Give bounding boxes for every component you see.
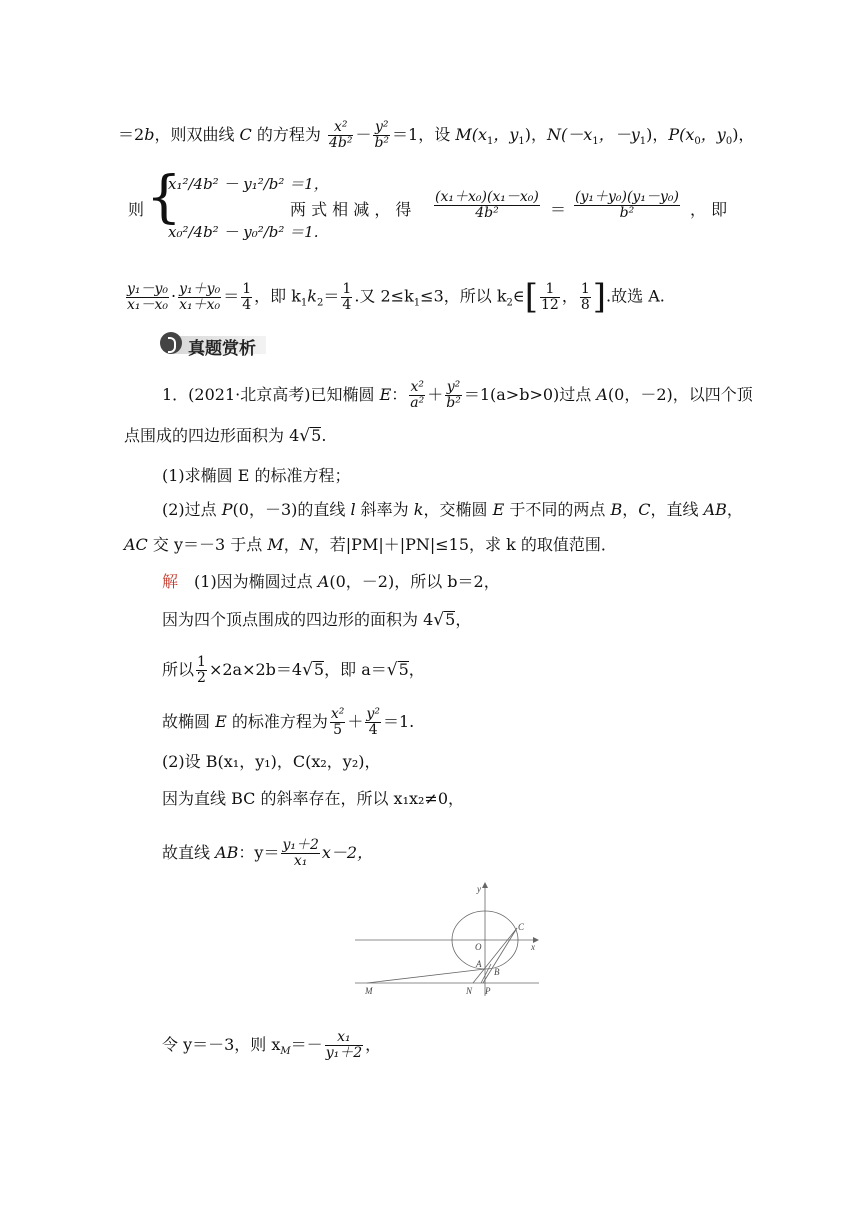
numerator: (y₁＋y₀)(y₁－y₀) bbox=[575, 189, 679, 205]
text: 所以 bbox=[162, 660, 195, 679]
text: AB bbox=[215, 843, 239, 862]
text: 的方程为 bbox=[251, 125, 321, 144]
text: ：y＝ bbox=[238, 843, 280, 862]
fraction bbox=[341, 282, 352, 313]
label-b: B bbox=[494, 967, 500, 977]
text: ，－y bbox=[598, 125, 640, 144]
text: M bbox=[455, 125, 472, 144]
solution-line-2: 因为四个顶点围成的四边形的面积为 4√5， bbox=[162, 610, 472, 630]
denominator: 4 bbox=[368, 722, 378, 738]
denominator: 4b² bbox=[475, 205, 499, 221]
text: ： bbox=[391, 385, 408, 404]
text: l bbox=[350, 500, 356, 519]
line-am bbox=[367, 969, 485, 983]
line-pc bbox=[483, 928, 517, 983]
numerator: y² bbox=[366, 706, 380, 722]
text: (1)求椭圆 E 的标准方程； bbox=[162, 466, 351, 485]
brace: { bbox=[146, 165, 182, 230]
numerator: 1 bbox=[580, 280, 590, 297]
text: ＝ bbox=[223, 286, 240, 306]
denominator: 4 bbox=[242, 296, 252, 313]
fraction bbox=[580, 282, 591, 313]
numerator: 1 bbox=[242, 280, 252, 297]
fraction bbox=[373, 120, 390, 151]
fraction bbox=[330, 707, 346, 738]
numerator: y₁＋y₀ bbox=[179, 280, 221, 297]
text: C bbox=[239, 125, 252, 144]
text: A bbox=[317, 572, 330, 591]
fraction bbox=[434, 190, 540, 221]
text: ＝1(a>b>0)过点 bbox=[463, 385, 597, 404]
text: )， bbox=[524, 125, 548, 144]
label-c: C bbox=[518, 922, 525, 932]
problem-line-2: 点围成的四边形面积为 4√5. bbox=[124, 426, 327, 446]
numerator: y₁－y₀ bbox=[127, 280, 169, 297]
text: ＝1. bbox=[382, 712, 415, 731]
denominator: y₁＋2 bbox=[325, 1045, 363, 1061]
denominator: 12 bbox=[541, 296, 559, 313]
text: (2)设 B(x₁，y₁)，C(x₂，y₂)， bbox=[162, 752, 381, 771]
equals bbox=[550, 200, 566, 220]
text: ， bbox=[283, 535, 300, 554]
numerator: 1 bbox=[342, 280, 352, 297]
text: A bbox=[596, 385, 608, 404]
text: x－2， bbox=[321, 843, 374, 862]
numerator: 1 bbox=[197, 654, 206, 670]
problem-part-2 bbox=[162, 500, 743, 520]
text: M bbox=[280, 1046, 291, 1058]
system-eq-2 bbox=[168, 222, 318, 242]
text: P bbox=[221, 500, 233, 519]
text: ，直线 bbox=[650, 500, 704, 519]
text: k bbox=[413, 500, 424, 519]
text: ，即 a＝ bbox=[324, 660, 387, 679]
problem-part-2b bbox=[124, 535, 617, 555]
text: 令 y＝－3，则 x bbox=[162, 1035, 281, 1054]
text: b bbox=[144, 125, 155, 144]
label-y: y bbox=[477, 884, 481, 894]
text: 的标准方程为 bbox=[226, 712, 328, 731]
denominator: 4b² bbox=[328, 135, 353, 151]
text: (1)因为椭圆过点 bbox=[178, 572, 318, 591]
badge-circle-icon bbox=[160, 332, 182, 354]
label-a: A bbox=[476, 959, 482, 969]
text: AC bbox=[124, 535, 148, 554]
text: ＝－ bbox=[290, 1035, 323, 1054]
text: ， bbox=[726, 500, 743, 519]
ellipse-figure bbox=[355, 880, 545, 1000]
numerator: y₁＋2 bbox=[282, 837, 319, 853]
fraction bbox=[281, 838, 319, 869]
text: N bbox=[299, 535, 314, 554]
numerator: x² bbox=[410, 379, 424, 395]
text: 点围成的四边形面积为 4 bbox=[124, 426, 300, 445]
text: (0，－3)的直线 bbox=[232, 500, 351, 519]
numerator: y² bbox=[374, 119, 389, 135]
solution-line-3: 所以 $\frac{1}{2}$ ×2a×2b＝4√5，即 a＝√5， bbox=[162, 654, 425, 686]
text: 5 bbox=[313, 660, 325, 679]
text: 于不同的两点 bbox=[504, 500, 611, 519]
text: )， bbox=[646, 125, 669, 144]
numerator: (x₁＋x₀)(x₁－x₀) bbox=[435, 189, 539, 205]
text: .又 2≤k bbox=[354, 286, 414, 306]
denominator: x₁ bbox=[293, 853, 308, 869]
text: C bbox=[638, 500, 651, 519]
label-o: O bbox=[475, 942, 482, 952]
text: 故椭圆 bbox=[162, 712, 216, 731]
denominator: b² bbox=[446, 395, 461, 411]
text: ，若|PM|＋|PN|≤15，求 k 的取值范围． bbox=[313, 535, 617, 554]
text: (x bbox=[679, 125, 695, 144]
text: ≤3，所以 k bbox=[420, 286, 507, 306]
fraction bbox=[365, 707, 381, 738]
fraction bbox=[574, 190, 680, 221]
text: ＝ bbox=[323, 286, 340, 306]
text: .故选 A. bbox=[606, 286, 665, 306]
hyperbola-line: ＝2b，则双曲线 C 的方程为 $\frac{\text{x²}}{\text{4b²}}$ － $\frac{\text{y²}}{\text{b²}}$ ＝1，设 $M(x_1$，$y_1$)，$N(-x_1$，$-y_1$)，$P(x_0$，$y_0$)， bbox=[118, 119, 755, 151]
text: . bbox=[321, 426, 327, 445]
text: ，即 k bbox=[254, 286, 301, 306]
y-axis-arrow bbox=[482, 882, 488, 888]
text: ＝2 bbox=[118, 125, 145, 144]
fraction bbox=[445, 380, 462, 411]
text: ，则双曲线 bbox=[154, 125, 240, 144]
system-eq-1 bbox=[168, 174, 329, 194]
label-m: M bbox=[365, 986, 373, 996]
label-n: N bbox=[466, 986, 473, 996]
text: x₁²/4b² － y₁²/b² ＝1， bbox=[168, 175, 329, 193]
problem-part-1 bbox=[162, 466, 351, 486]
denominator: x₁＋x₀ bbox=[179, 296, 221, 313]
denominator: 2 bbox=[197, 670, 206, 686]
text: 两 式 相 减 ， 得 bbox=[290, 200, 412, 219]
text: (－x bbox=[561, 125, 593, 144]
text: k bbox=[307, 286, 317, 306]
denominator: a² bbox=[410, 395, 425, 411]
fraction bbox=[241, 282, 252, 313]
text: 斜率为 bbox=[355, 500, 414, 519]
solution-line-6 bbox=[162, 789, 464, 809]
fraction bbox=[196, 655, 207, 686]
slope-product-line: $\frac{\text{y₁－y₀}}{\text{x₁－x₀}}$ · $\frac{\text{y₁＋y₀}}{\text{x₁＋x₀}}$ ＝ $\frac{1}{4}$ ，即 $k_1k_2=$ $\frac{1}{4}$ .又 $2\le k_1\le 3$，所以 $k_2\in$[ $\frac{1}{12}$ ， $\frac{1}{8}$ ].故选 A. bbox=[127, 277, 665, 317]
numerator: x₁ bbox=[325, 1030, 363, 1046]
badge-title: 真题赏析 bbox=[188, 339, 256, 359]
denominator: 4 bbox=[342, 296, 352, 313]
text: ＋ bbox=[347, 712, 364, 731]
bracket-right: ] bbox=[592, 277, 607, 317]
denominator: b² bbox=[619, 205, 635, 221]
text: 则 bbox=[128, 200, 145, 219]
text: (0，－2)，以四个顶 bbox=[607, 385, 753, 404]
solution-line-4 bbox=[162, 707, 414, 738]
text: 因为直线 BC 的斜率存在，所以 x₁x₂≠0， bbox=[162, 789, 465, 808]
text: (x bbox=[471, 125, 487, 144]
text: AB bbox=[703, 500, 727, 519]
text: ， bbox=[622, 500, 639, 519]
bracket-left: [ bbox=[524, 277, 539, 317]
text: N bbox=[547, 125, 562, 144]
text: ， bbox=[408, 660, 425, 679]
text: E bbox=[492, 500, 505, 519]
text: E bbox=[215, 712, 227, 731]
denominator: b² bbox=[374, 135, 390, 151]
text: 5 bbox=[398, 660, 409, 679]
text: 1．(2021·北京高考)已知椭圆 bbox=[162, 385, 380, 404]
text: 交 y＝－3 于点 bbox=[147, 535, 268, 554]
label-x: x bbox=[531, 942, 535, 952]
system-line bbox=[128, 200, 144, 220]
text: x₀²/4b² － y₀²/b² ＝1. bbox=[168, 223, 319, 241]
solution-line-8 bbox=[162, 1030, 381, 1062]
text: ∈ bbox=[512, 286, 525, 306]
text: P bbox=[668, 125, 680, 144]
text: ， 即 bbox=[690, 200, 728, 219]
denominator: 8 bbox=[580, 296, 590, 313]
fraction bbox=[409, 380, 425, 411]
text: )， bbox=[732, 125, 755, 144]
numerator: y² bbox=[446, 379, 461, 395]
fraction bbox=[325, 1030, 363, 1061]
text: ， bbox=[365, 1035, 382, 1054]
text: ×2a×2b＝4 bbox=[208, 660, 303, 679]
denominator: 5 bbox=[333, 722, 343, 738]
text: ，交椭圆 bbox=[423, 500, 493, 519]
solution-label: 解 bbox=[162, 572, 179, 591]
text: ，y bbox=[493, 125, 519, 144]
problem-line-1: 1．(2021·北京高考)已知椭圆 E： $\frac{\text{x²}}{\text{a²}}$ ＋ $\frac{\text{y²}}{\text{b²}}$ ＝1(a>b>0)过点 A(0，－2)，以四个顶 bbox=[162, 379, 753, 411]
denominator: x₁－x₀ bbox=[127, 296, 169, 313]
fraction bbox=[540, 282, 560, 313]
text: 5 bbox=[311, 426, 322, 445]
subtract-frac-2 bbox=[572, 190, 682, 221]
text: ， bbox=[455, 610, 472, 629]
text: E bbox=[379, 385, 392, 404]
fraction bbox=[328, 120, 353, 151]
text: ，y bbox=[700, 125, 726, 144]
fraction bbox=[126, 282, 169, 313]
text: B bbox=[610, 500, 623, 519]
text: 5 bbox=[445, 610, 456, 629]
numerator: 1 bbox=[540, 282, 560, 298]
text: 因为四个顶点围成的四边形的面积为 4 bbox=[162, 610, 434, 629]
numerator: x² bbox=[330, 706, 345, 722]
text: ＝1，设 bbox=[392, 125, 456, 144]
solution-line-1 bbox=[162, 572, 500, 592]
fraction bbox=[178, 282, 221, 313]
section-badge bbox=[160, 332, 268, 359]
text: ＝ bbox=[550, 200, 567, 219]
label-p: P bbox=[485, 986, 491, 996]
text: M bbox=[267, 535, 284, 554]
subtract-frac-1 bbox=[432, 190, 542, 221]
text: 故直线 bbox=[162, 843, 216, 862]
subtract-line bbox=[290, 200, 411, 220]
solution-line-5 bbox=[162, 752, 381, 772]
text: (2)过点 bbox=[162, 500, 222, 519]
solution-line-7 bbox=[162, 838, 373, 869]
text: (0，－2)，所以 b＝2， bbox=[329, 572, 500, 591]
ji bbox=[690, 200, 727, 220]
numerator: x² bbox=[328, 120, 353, 136]
